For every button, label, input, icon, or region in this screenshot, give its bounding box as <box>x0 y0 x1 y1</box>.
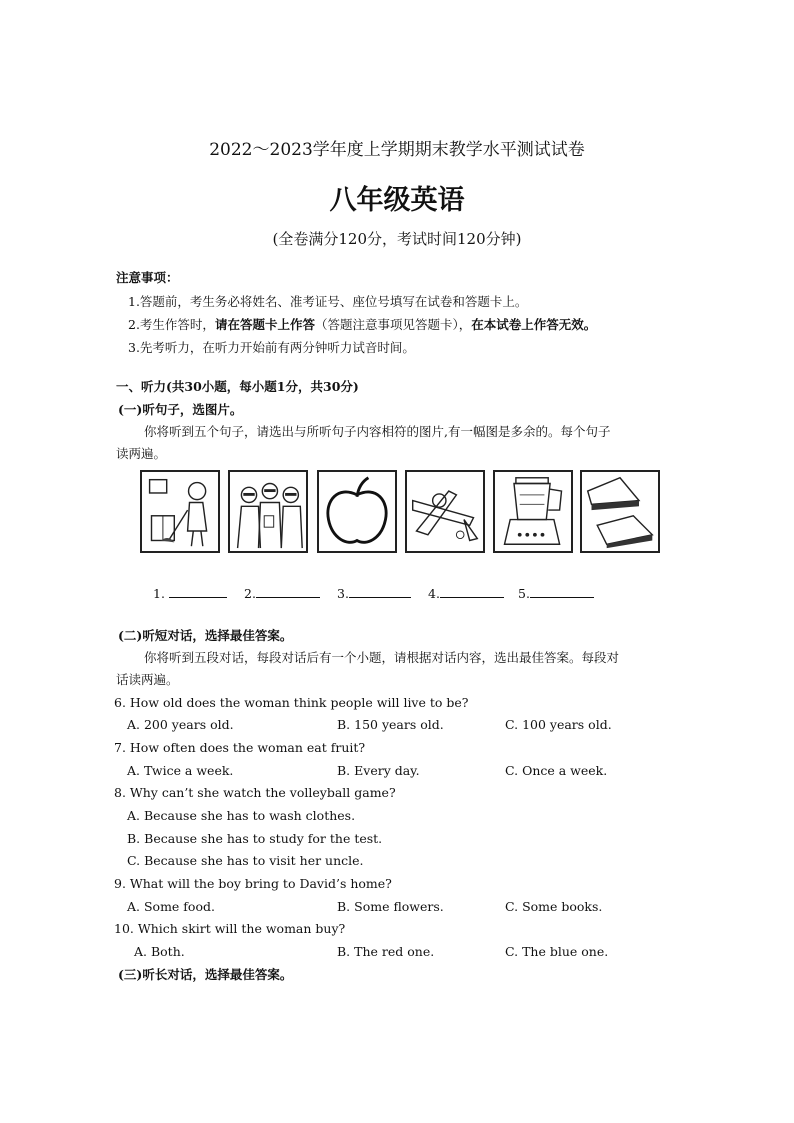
exam-info: (全卷满分120分，考试时间120分钟) <box>272 230 522 248</box>
picture-blender <box>493 470 573 553</box>
question-6: 6. How old does the woman think people will live to be? <box>114 695 469 710</box>
picture-cinema-audience <box>228 470 308 553</box>
option-7b[interactable]: B. Every day. <box>337 763 420 778</box>
notice-item-2-d: 在本试卷上作答无效。 <box>471 317 597 332</box>
blank-label: 2. <box>244 586 256 601</box>
picture-airplane-pilot <box>405 470 485 553</box>
blank-label: 3. <box>337 586 349 601</box>
option-7a[interactable]: A. Twice a week. <box>127 763 234 778</box>
option-10a[interactable]: A. Both. <box>134 944 185 959</box>
option-9b[interactable]: B. Some flowers. <box>337 899 444 914</box>
airplane-icon <box>407 472 483 551</box>
part2-instruction-cont: 话读两遍。 <box>116 672 179 687</box>
option-7c[interactable]: C. Once a week. <box>505 763 608 778</box>
blank-5[interactable] <box>518 585 594 601</box>
picture-sandwich <box>580 470 660 553</box>
subject-title: 八年级英语 <box>329 185 465 216</box>
notice-item-2-c: （答题注意事项见答题卡）， <box>314 317 472 332</box>
notice-item-2-a: 2.考生作答时， <box>128 317 215 332</box>
notice-item-1: 1.答题前，考生务必将姓名、准考证号、座位号填写在试卷和答题卡上。 <box>128 294 528 309</box>
part2-instruction: 你将听到五段对话，每段对话后有一个小题，请根据对话内容，选出最佳答案。每段对 <box>144 650 620 665</box>
apple-icon <box>319 472 395 551</box>
part1-heading: (一)听句子，选图片。 <box>118 402 243 417</box>
option-8c[interactable]: C. Because she has to visit her uncle. <box>127 853 364 868</box>
page-title: 2022～2023学年度上学期期末教学水平测试试卷 <box>209 140 585 160</box>
blank-1[interactable] <box>153 585 227 601</box>
notice-item-2 <box>128 315 596 333</box>
blender-icon <box>495 472 571 551</box>
part3-heading: (三)听长对话，选择最佳答案。 <box>118 967 293 982</box>
question-8: 8. Why can’t she watch the volleyball game? <box>114 785 396 800</box>
part1-instruction: 你将听到五个句子，请选出与所听句子内容相符的图片,有一幅图是多余的。每个句子 <box>144 424 611 439</box>
question-9: 9. What will the boy bring to David’s home? <box>114 876 392 891</box>
picture-apple <box>317 470 397 553</box>
section1-heading: 一、听力(共30小题，每小题1分，共30分) <box>116 379 359 394</box>
option-8a[interactable]: A. Because she has to wash clothes. <box>127 808 356 823</box>
blank-label: 4. <box>428 586 440 601</box>
blank-3[interactable] <box>337 585 411 601</box>
blank-label: 5. <box>518 586 530 601</box>
option-10c[interactable]: C. The blue one. <box>505 944 609 959</box>
notice-heading: 注意事项： <box>116 270 179 285</box>
notice-item-2-b: 请在答题卡上作答 <box>214 317 315 332</box>
option-6c[interactable]: C. 100 years old. <box>505 717 612 732</box>
option-9a[interactable]: A. Some food. <box>127 899 215 914</box>
option-8b[interactable]: B. Because she has to study for the test. <box>127 831 383 846</box>
question-7: 7. How often does the woman eat fruit? <box>114 740 366 755</box>
question-10: 10. Which skirt will the woman buy? <box>114 921 346 936</box>
blank-label: 1. <box>153 586 165 601</box>
sandwich-icon <box>582 472 658 551</box>
part2-heading: (二)听短对话，选择最佳答案。 <box>118 628 293 643</box>
option-6a[interactable]: A. 200 years old. <box>127 717 234 732</box>
picture-sweeping-girl <box>140 470 220 553</box>
part1-instruction-cont: 读两遍。 <box>116 446 167 461</box>
option-10b[interactable]: B. The red one. <box>337 944 435 959</box>
notice-item-3: 3.先考听力，在听力开始前有两分钟听力试音时间。 <box>128 340 415 355</box>
blank-4[interactable] <box>428 585 504 601</box>
option-9c[interactable]: C. Some books. <box>505 899 603 914</box>
option-6b[interactable]: B. 150 years old. <box>337 717 444 732</box>
sweeping-girl-icon <box>142 472 218 551</box>
cinema-audience-icon <box>230 472 306 551</box>
blank-2[interactable] <box>244 585 320 601</box>
